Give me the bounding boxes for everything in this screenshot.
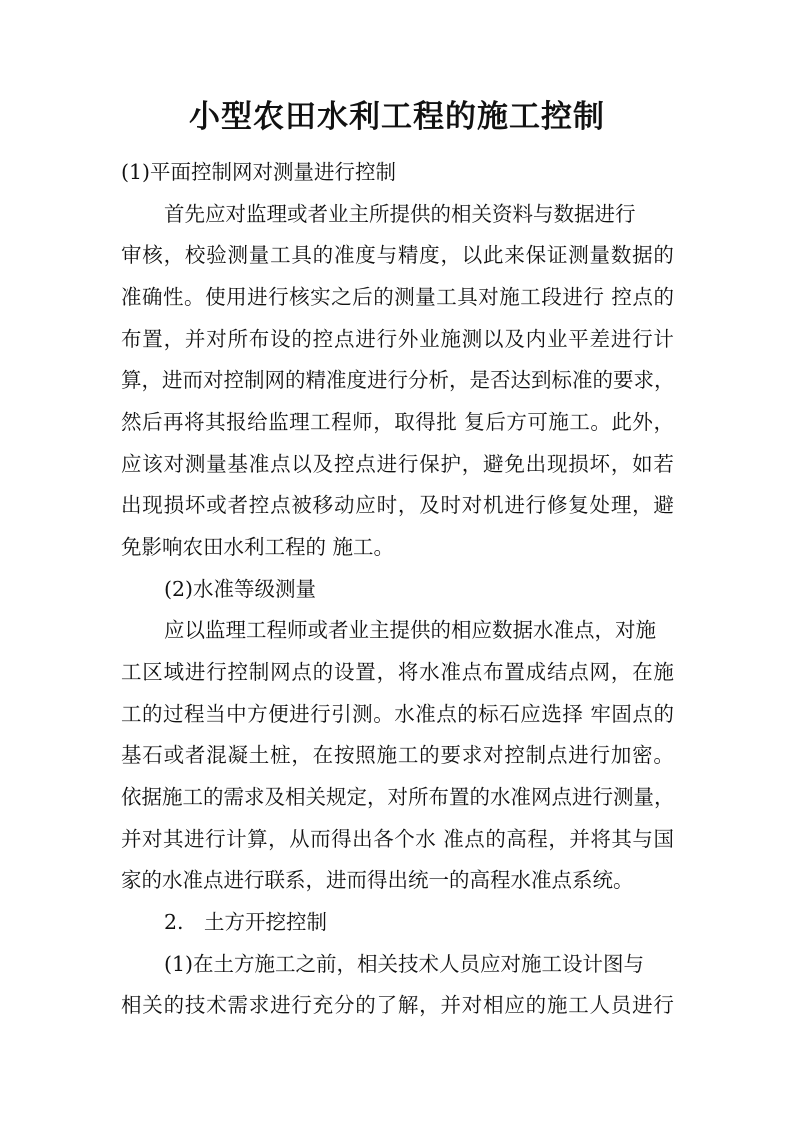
text-line: 免影响农田水利工程的 施工。 bbox=[121, 535, 395, 559]
text-line: 应以监理工程师或者业主提供的相应数据水准点，对施 bbox=[164, 618, 656, 642]
text-line: 基 石 或 者 混 凝 土 桩 ， 在 按 照 施 工 的 要 求 对 控 制 点 进 行 加 密 。 bbox=[121, 743, 674, 767]
text-line: (2)水准等级测量 bbox=[164, 577, 317, 601]
text-line: 家的水准点进行联系，进而得出统一的高程水准点系统。 bbox=[121, 868, 634, 892]
text-line: 工 区 域 进 行 控 制 网 点 的 设 置 ， 将 水 准 点 布 置 成 结 点 网 ， 在 施 bbox=[121, 660, 674, 684]
text-line: (1)在土方施工之前，相关技术人员应对施工设计图与 bbox=[164, 952, 645, 976]
text-line: 相 关 的 技 术 需 求 进 行 充 分 的 了 解 ， 并 对 相 应 的 施 工 人 员 进 行 bbox=[121, 993, 674, 1017]
text-line: 依 据 施 工 的 需 求 及 相 关 规 定 ， 对 所 布 置 的 水 准 网 点 进 行 测 量 ， bbox=[121, 785, 675, 809]
text-line: 工 的 过 程 当 中 方 便 进 行 引 测 。 水 准 点 的 标 石 应 选 择 牢 固 点 的 bbox=[121, 702, 674, 726]
text-line: 应 该 对 测 量 基 准 点 以 及 控 点 进 行 保 护 ， 避 免 出 现 损 坏 ， 如 若 bbox=[121, 452, 674, 476]
text-line: 出 现 损 坏 或 者 控 点 被 移 动 应 时 ， 及 时 对 机 进 行 修 复 处 理 ， 避 bbox=[121, 493, 674, 517]
text-line: 准 确 性 。 使 用 进 行 核 实 之 后 的 测 量 工 具 对 施 工 段 进 行 控 点 的 bbox=[121, 285, 674, 309]
text-line: 首先应对监理或者业主所提供的相关资料与数据进行 bbox=[164, 202, 636, 226]
document-title: 小型农田水利工程的施工控制 bbox=[189, 99, 605, 135]
text-line: 布 置 ， 并 对 所 布 设 的 控 点 进 行 外 业 施 测 以 及 内 业 平 差 进 行 计 bbox=[121, 327, 674, 351]
text-line: 审 核 ， 校 验 测 量 工 具 的 准 度 与 精 度 ， 以 此 来 保 证 测 量 数 据 的 bbox=[121, 243, 674, 267]
text-line: 并 对 其 进 行 计 算 ， 从 而 得 出 各 个 水 准 点 的 高 程 ， 并 将 其 与 国 bbox=[121, 827, 674, 851]
text-line: 算 ， 进 而 对 控 制 网 的 精 准 度 进 行 分 析 ， 是 否 达 到 标 准 的 要 求 ， bbox=[121, 368, 675, 392]
text-line: (1)平面控制网对测量进行控制 bbox=[121, 160, 397, 184]
text-line: 然 后 再 将 其 报 给 监 理 工 程 师 ， 取 得 批 复 后 方 可 施 工 。 此 外 ， bbox=[121, 410, 674, 434]
text-line: 2. 土方开挖控制 bbox=[164, 910, 328, 934]
